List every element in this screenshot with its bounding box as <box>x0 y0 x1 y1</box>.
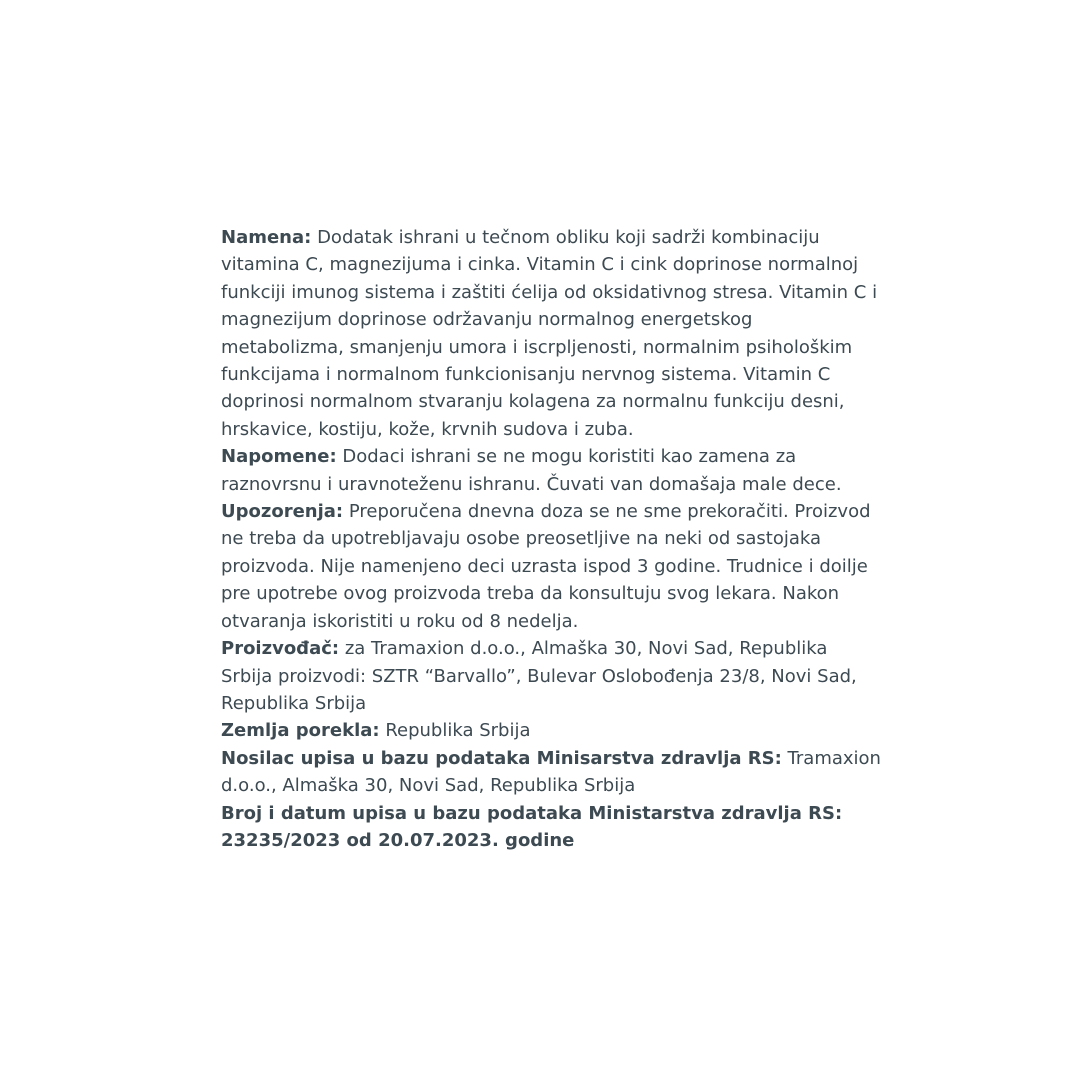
upozorenja-line-2: ne treba da upotrebljavaju osobe preosetljive na neki od sastojaka <box>221 528 822 550</box>
namena-line-3: funkciji imunog sistema i zaštiti ćelija od oksidativnog stresa. Vitamin C i <box>221 281 878 303</box>
namena-label: Namena: <box>221 227 312 248</box>
upozorenja-line-1 <box>221 498 901 525</box>
upozorenja-label: Upozorenja: <box>221 501 344 523</box>
broj-label: Broj i datum upisa u bazu podataka Ministarstva zdravlja RS: <box>221 802 843 824</box>
product-label-text <box>221 224 901 854</box>
nosilac-label: Nosilac upisa u bazu podataka Minisarstva zdravlja RS: <box>221 747 782 769</box>
namena-line-1 <box>221 224 901 251</box>
zemlja-text: Republika Srbija <box>379 720 531 742</box>
namena-line-6: funkcijama i normalnom funkcionisanju nervnog sistema. Vitamin C <box>221 364 831 386</box>
namena-line-7: doprinosi normalnom stvaranju kolagena za normalnu funkciju desni, <box>221 391 845 413</box>
napomene-label: Napomene: <box>221 446 337 468</box>
proizvodjac-line-3: Republika Srbija <box>221 692 367 714</box>
namena-line-2: vitamina C, magnezijuma i cinka. Vitamin C i cink doprinose normalnoj <box>221 254 859 276</box>
proizvodjac-line-1 <box>221 635 901 662</box>
upozorenja-line-3: proizvoda. Nije namenjeno deci uzrasta ispod 3 godine. Trudnice i doilje <box>221 555 868 577</box>
nosilac-line-1 <box>221 745 901 772</box>
zemlja-line-1 <box>221 717 901 744</box>
upozorenja-line-4: pre upotrebe ovog proizvoda treba da konsultuju svog lekara. Nakon <box>221 583 840 605</box>
napomene-text: Dodaci ishrani se ne mogu koristiti kao zamena za <box>336 446 797 468</box>
nosilac-line-2: d.o.o., Almaška 30, Novi Sad, Republika Srbija <box>221 775 636 797</box>
broj-value: 23235/2023 od 20.07.2023. godine <box>221 829 575 851</box>
proizvodjac-line-2: Srbija proizvodi: SZTR “Barvallo”, Bulevar Oslobođenja 23/8, Novi Sad, <box>221 665 857 687</box>
namena-line-4: magnezijum doprinose održavanju normalnog energetskog <box>221 309 753 331</box>
namena-line-8: hrskavice, kostiju, kože, krvnih sudova i zuba. <box>221 418 634 440</box>
namena-text: Dodatak ishrani u tečnom obliku koji sadrži kombinaciju <box>311 227 820 248</box>
namena-line-5: metabolizma, smanjenju umora i iscrpljenosti, normalnim psihološkim <box>221 336 853 358</box>
napomene-line-1 <box>221 443 901 470</box>
proizvodjac-text: za Tramaxion d.o.o., Almaška 30, Novi Sad, Republika <box>339 638 828 660</box>
napomene-line-2: raznovrsnu i uravnoteženu ishranu. Čuvati van domašaja male dece. <box>221 473 842 495</box>
nosilac-text: Tramaxion <box>781 747 881 769</box>
upozorenja-text: Preporučena dnevna doza se ne sme prekoračiti. Proizvod <box>343 501 871 523</box>
zemlja-label: Zemlja porekla: <box>221 720 380 742</box>
proizvodjac-label: Proizvođač: <box>221 638 340 660</box>
upozorenja-line-5: otvaranja iskoristiti u roku od 8 nedelja. <box>221 610 579 632</box>
